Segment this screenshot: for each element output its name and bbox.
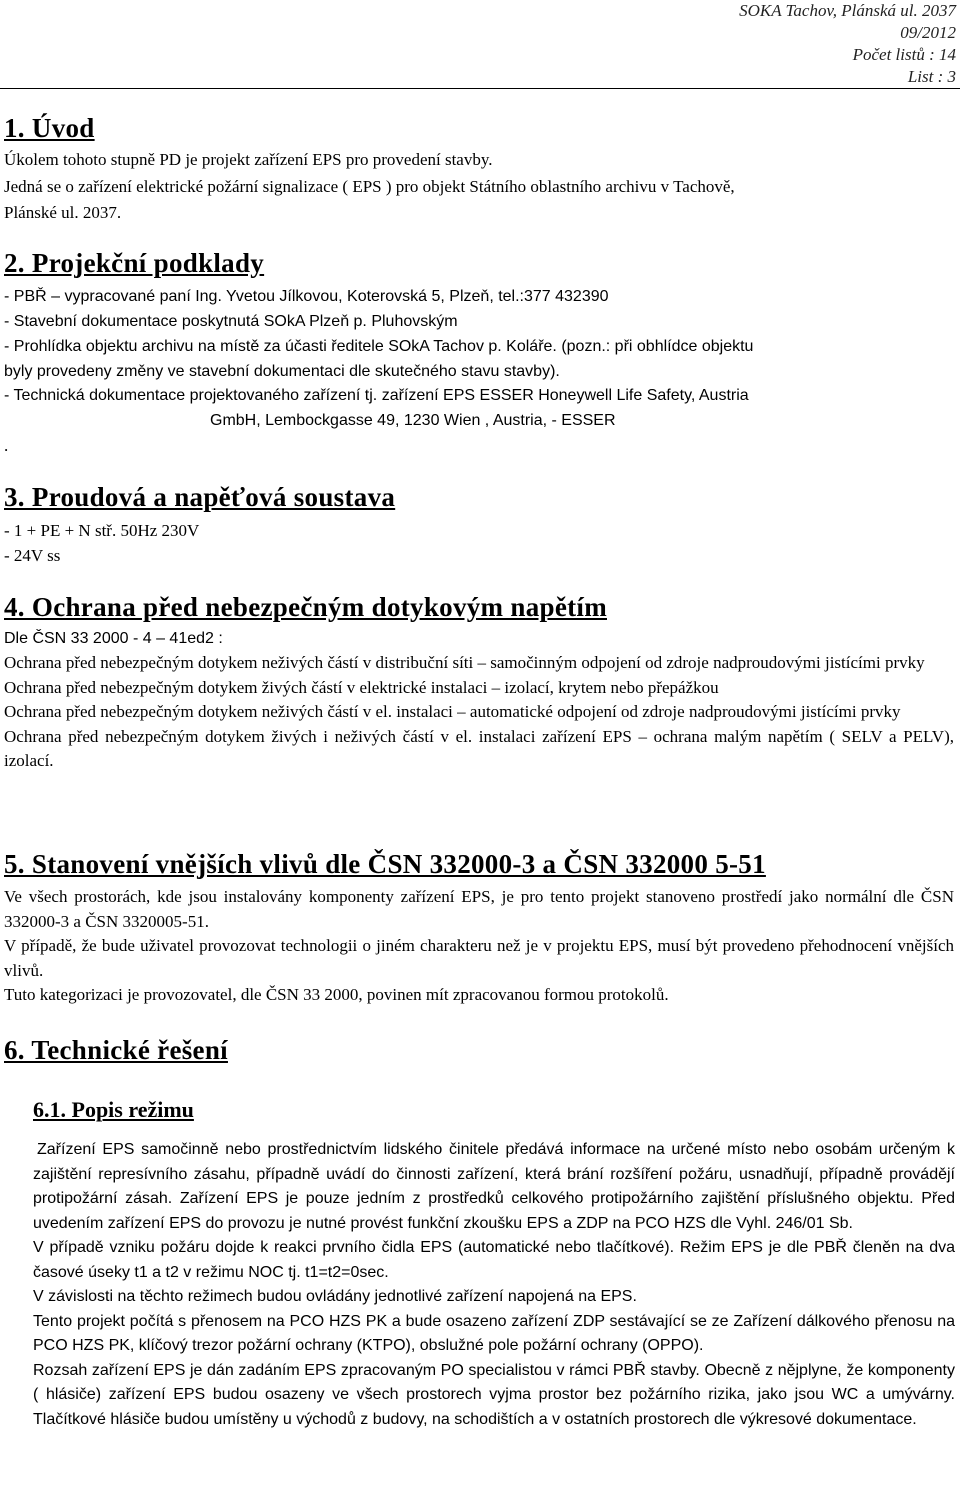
s1-paragraph-2b: Plánské ul. 2037.: [4, 203, 122, 222]
s4-body: [4, 651, 954, 774]
s6-paragraph-1: Zařízení EPS samočinně nebo prostřednictvím lidského činitele předává informace na určené místo nebo osobám určeným k zajištění represívního zásahu, případně uvádí do činnosti zařízení, která brání rozšíření požáru, usnadňují, případně provádějí protipožární zásah. Zařízení EPS je pouze jedním z prostředků celkového protipožárního zajištění příslušného objektu. Před uvedením zařízení EPS do provozu je nutné provést funkční zkoušku EPS a ZDP na PCO HZS dle Vyhl. 246/01 Sb.: [33, 1141, 955, 1232]
s4-paragraph-1: Ochrana před nebezpečným dotykem neživých částí v distribuční síti – samočinným odpojení od zdroje nadproudovými jistícími prvky: [4, 653, 925, 672]
section-6-1-title: 6.1. Popis režimu: [33, 1097, 194, 1122]
header-date: 09/2012: [900, 23, 956, 42]
s2-item-inspection-a: - Prohlídka objektu archivu na místě za účasti ředitele SOkA Tachov p. Koláře. (pozn.: při obhlídce objektu: [4, 338, 754, 355]
s2-item-inspection-b: byly provedeny změny ve stavební dokumentaci dle skutečného stavu stavby).: [4, 363, 560, 380]
s6-body: [33, 1138, 955, 1432]
s6-paragraph-2: V případě vzniku požáru dojde k reakci prvního čidla EPS (automatické nebo tlačítkové). Režim EPS je dle PBŘ členěn na dva časové úseky t1 a t2 v režimu NOC tj. t1=t2=0sec.: [33, 1239, 955, 1281]
s2-item-documentation: - Stavební dokumentace poskytnutá SOkA Plzeň p. Pluhovským: [4, 313, 458, 330]
s2-item-pbr: - PBŘ – vypracované paní Ing. Yvetou Jílkovou, Koterovská 5, Plzeň, tel.:377 432390: [4, 288, 609, 305]
section-1-title: 1. Úvod: [4, 113, 95, 143]
section-5-title: 5. Stanovení vnějších vlivů dle ČSN 332000-3 a ČSN 332000 5-51: [4, 849, 766, 879]
s3-item-1: - 1 + PE + N stř. 50Hz 230V: [4, 521, 200, 540]
section-6-title: 6. Technické řešení: [4, 1035, 228, 1065]
s4-paragraph-3: Ochrana před nebezpečným dotykem neživých částí v el. instalaci – automatické odpojení od zdroje nadproudovými jistícími prvky: [4, 702, 901, 721]
header-divider: [0, 88, 960, 89]
s4-paragraph-4: Ochrana před nebezpečným dotykem živých i neživých částí v el. instalaci zařízení EPS – ochrana malým napětím ( SELV a PELV), izolací.: [4, 726, 954, 770]
s6-paragraph-3: V závislosti na těchto režimech budou ovládány jednotlivé zařízení napojená na EPS.: [33, 1288, 637, 1305]
s6-paragraph-4: Tento projekt počítá s přenosem na PCO HZS PK a bude osazeno zařízení ZDP sestávající se ze Zařízení dálkového přenosu na PCO HZS PK, klíčový trezor požární ochrany (KTPO), obslužné pole požární ochrany (OPPO).: [33, 1312, 955, 1354]
s2-item-technical-b: GmbH, Lembockgasse 49, 1230 Wien , Austria, - ESSER: [210, 412, 616, 429]
s2-item-technical-a: - Technická dokumentace projektovaného zařízení tj. zařízení EPS ESSER Honeywell Life Safety, Austria: [4, 387, 749, 404]
doc-header: [739, 0, 956, 88]
section-2-title: 2. Projekční podklady: [4, 248, 265, 278]
header-sheet-number: List : 3: [907, 67, 956, 86]
header-location: SOKA Tachov, Plánská ul. 2037: [739, 1, 956, 20]
s6-paragraph-5: Rozsah zařízení EPS je dán zadáním EPS zpracovaným PO specialistou v rámci PBŘ stavby. Obecně z nějplyne, že komponenty ( hlásiče) zařízení EPS budou osazeny ve všech prostorech vyjma prostor bez požárního rizika, jako jsou WC a umývárny. Tlačítkové hlásiče budou umístěny u východů z budovy, na schodištích a v ostatních prostorech dle výkresové dokumentace.: [33, 1361, 955, 1428]
s4-paragraph-2: Ochrana před nebezpečným dotykem živých částí v elektrické instalaci – izolací, krytem nebo přepážkou: [4, 677, 719, 697]
s5-paragraph-3: Tuto kategorizaci je provozovatel, dle ČSN 33 2000, povinen mít zpracovanou formou protokolů.: [4, 985, 669, 1004]
s3-item-2: - 24V ss: [4, 546, 61, 565]
header-sheet-count: Počet listů : 14: [852, 45, 956, 64]
s1-paragraph-2a: Jedná se o zařízení elektrické požární signalizace ( EPS ) pro objekt Státního oblastního archivu v Tachově,: [4, 177, 735, 196]
s1-paragraph-1: Úkolem tohoto stupně PD je projekt zařízení EPS pro provedení stavby.: [4, 150, 493, 169]
s5-body: [4, 885, 954, 1008]
section-4-title: 4. Ochrana před nebezpečným dotykovým napětím: [4, 592, 607, 622]
s5-paragraph-1: Ve všech prostorách, kde jsou instalovány komponenty zařízení EPS, je pro tento projekt stanoveno prostředí jako normální dle ČSN 332000-3 a ČSN 3320005-51.: [4, 887, 954, 931]
s2-dot: .: [4, 436, 9, 455]
section-3-title: 3. Proudová a napěťová soustava: [4, 482, 396, 512]
s4-norm: Dle ČSN 33 2000 - 4 – 41ed2 :: [4, 630, 223, 647]
s5-paragraph-2: V případě, že bude uživatel provozovat technologii o jiném charakteru než je v projektu EPS, musí být provedeno přehodnocení vnějších vlivů.: [4, 936, 954, 980]
